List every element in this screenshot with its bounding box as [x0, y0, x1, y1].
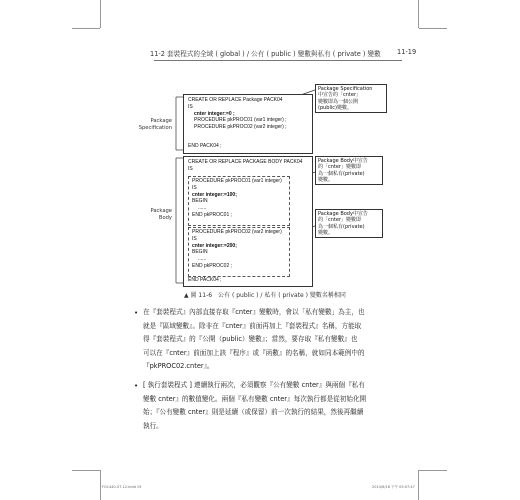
spec-code: CREATE OR REPLACE Package PACK04 IS cnter integer:=0 ; PROCEDURE pkPROC01 (var1 integer) ; PROCEDURE pkPROC02 (var2 integer) ;	[188, 97, 287, 131]
note-private-variable-2: Package Body中宣告 的「cnter」變數即 為一個私有(private) 變數。	[315, 209, 383, 238]
note-private-variable-1: Package Body中宣告 的「cnter」變數即 為一個私有(private) 變數。	[315, 156, 383, 185]
paragraph-1: 在『套裝程式』內部直接存取『cnter』變數時，會以「私有變數」為主，也 就是『區域變數』。除非在『cnter』前面再加上『套裝程式』名稱，方能取 得『套裝程式』的『公開（public）變數』；當然，要存取『私有變數』也 可以在『cnter』前面加上該『程序』或『函數』的名稱，就如同本範例中的 『pkPROC02.cnter』。	[143, 308, 365, 370]
bullet-marker: •	[134, 382, 139, 390]
note-public-variable: Package Specification 中宣告的「cnter」 變數即為一個公開 (public)變數。	[315, 84, 387, 113]
private-cnter-declaration-2: cnter integer:=200;	[192, 242, 237, 249]
running-header-title: 11-2 套裝程式的全域 ( global ) / 公有 ( public ) 變數與私有 ( private ) 變數	[150, 50, 381, 58]
package-body-label: Package Body	[150, 208, 172, 221]
spec-end-line: END PACK04 ;	[188, 143, 222, 149]
footer-file-name: FG1440-07-12.indd 19	[102, 485, 142, 489]
private-cnter-declaration-1: cnter integer:=100;	[192, 191, 237, 198]
page-number: 11-19	[397, 48, 417, 56]
pkproc01-code: PROCEDURE pkPROC01 (var1 integer) IS cnter integer:=100; BEGIN ...... END pkPROC01 ;	[192, 178, 282, 218]
paragraph-2: [ 執行套裝程式 ] 連續執行兩次，必須觀察『公有變數 cnter』與兩個『私有 變數 cnter』的數值變化。兩個『私有變數 cnter』每次執行都是從初始化開 始；『公有變數 cnter』則是延續（或保留）前一次執行的結果，然後再繼續 執行。	[143, 381, 367, 430]
body-end-line: END PACK04 ;	[188, 277, 222, 283]
body-code-header: CREATE OR REPLACE PACKAGE BODY PACK04 IS	[188, 159, 303, 172]
pkproc02-code: PROCEDURE pkPROC02 (var2 integer) IS cnter integer:=200; BEGIN ...... END pkPROC02 ;	[192, 229, 282, 269]
public-cnter-declaration: cnter integer:=0 ;	[194, 110, 235, 117]
bullet-marker: •	[134, 309, 139, 317]
footer-timestamp: 2014/6/16 下午 05:07:47	[372, 485, 415, 489]
figure-caption: ▲ 圖 11-6 公有 ( public ) / 私有 ( private ) 變數名稱相同	[184, 292, 346, 299]
package-spec-label: Package Specification	[138, 118, 172, 131]
